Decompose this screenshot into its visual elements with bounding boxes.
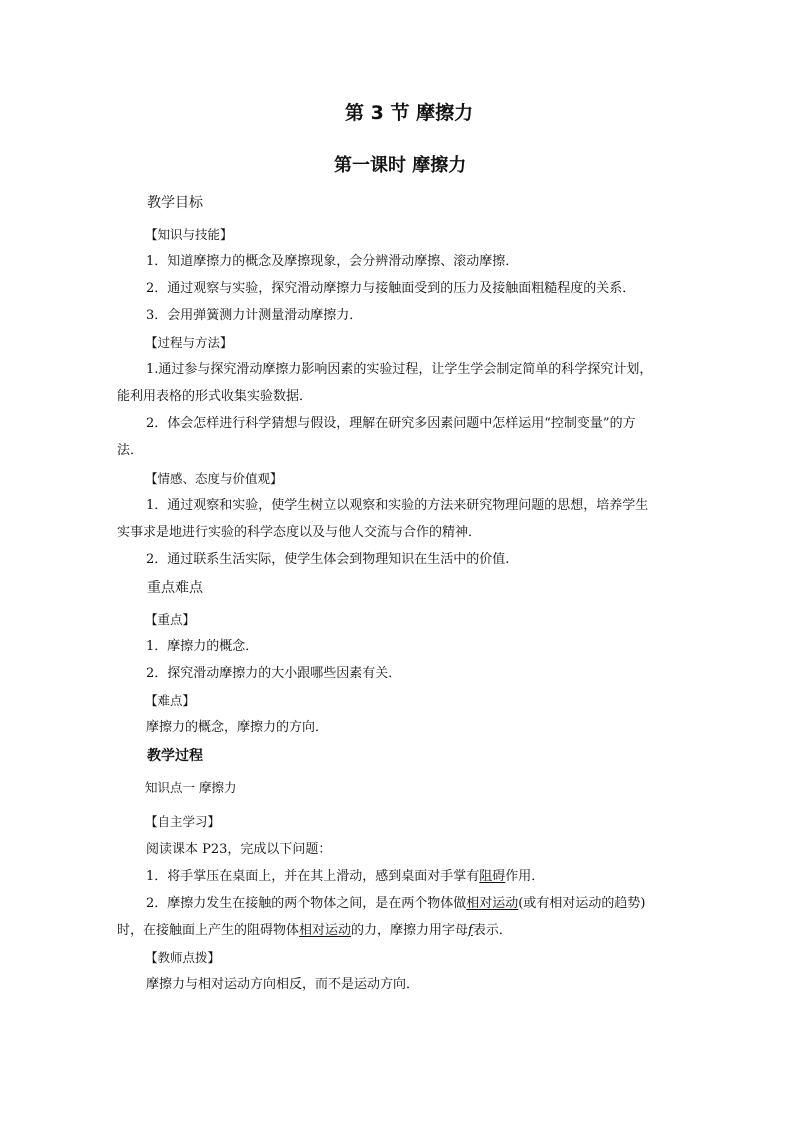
attitude-heading: 【情感、态度与价值观】 [145, 471, 283, 486]
teaching-process-heading: 教学过程 [147, 748, 203, 764]
knowledge-item-1: 1．知道摩擦力的概念及摩擦现象，会分辨滑动摩擦、滚动摩擦． [146, 254, 519, 269]
question-2-text-after: (或有相对运动的趋势) [518, 896, 646, 911]
question-2-answer-2: 相对运动 [299, 923, 352, 938]
knowledge-item-3: 3．会用弹簧测力计测量滑动摩擦力． [146, 308, 363, 323]
section-title: 第 3 节 摩擦力 [345, 102, 474, 124]
teacher-tip-text: 摩擦力与相对运动方向相反，而不是运动方向． [146, 977, 420, 992]
question-2-line-2-after: 表示． [472, 923, 512, 938]
difficult-heading: 【难点】 [145, 693, 196, 708]
process-method-heading: 【过程与方法】 [145, 335, 233, 350]
question-1 [146, 869, 544, 885]
question-2-line-2-before: 时，在接触面上产生的阻碍物体 [117, 923, 300, 938]
question-2-text-before: 2．摩擦力发生在接触的两个物体之间，是在两个物体做 [146, 896, 467, 911]
process-item-2-line-1: 2．体会怎样进行科学猜想与假设，理解在研究多因素问题中怎样运用“控制变量”的方 [146, 416, 636, 431]
key-item-1: 1．摩擦力的概念． [146, 639, 259, 654]
attitude-item-1-line-1: 1．通过观察和实验，使学生树立以观察和实验的方法来研究物理问题的思想，培养学生 [146, 498, 649, 513]
process-item-2-line-2: 法． [117, 443, 144, 458]
question-1-text-before: 1．将手掌压在桌面上，并在其上滑动，感到桌面对手掌有 [146, 869, 480, 884]
knowledge-point-title: 知识点一 摩擦力 [145, 780, 237, 795]
attitude-item-1-line-2: 实事求是地进行实验的科学态度以及与他人交流与合作的精神． [117, 525, 482, 540]
attitude-item-2: 2．通过联系生活实际，使学生体会到物理知识在生活中的价值. [146, 552, 510, 567]
difficult-text: 摩擦力的概念，摩擦力的方向． [146, 720, 329, 735]
question-2-line-1 [146, 896, 645, 912]
question-2-answer-1: 相对运动 [466, 896, 519, 911]
key-heading: 【重点】 [145, 612, 196, 627]
objectives-heading: 教学目标 [147, 195, 203, 211]
lesson-title: 第一课时 摩擦力 [334, 155, 467, 176]
question-1-text-after: 作用． [505, 869, 545, 884]
self-study-intro: 阅读课本 P23，完成以下问题： [146, 842, 332, 857]
key-item-2: 2．探究滑动摩擦力的大小跟哪些因素有关． [146, 666, 402, 681]
teacher-tip-heading: 【教师点拨】 [145, 950, 221, 965]
process-item-1-line-1: 1.通过参与探究滑动摩擦力影响因素的实验过程，让学生学会制定简单的科学探究计划， [146, 362, 653, 377]
friction-symbol: f [468, 923, 473, 938]
key-difficult-heading: 重点难点 [147, 580, 203, 596]
question-2-line-2-mid: 的力，摩擦力用字母 [351, 923, 469, 938]
question-1-answer: 阻碍 [479, 869, 506, 884]
process-item-1-line-2: 能利用表格的形式收集实验数据． [117, 389, 313, 404]
knowledge-heading: 【知识与技能】 [145, 227, 233, 242]
knowledge-item-2: 2．通过观察与实验，探究滑动摩擦力与接触面受到的压力及接触面粗糙程度的关系． [146, 281, 636, 296]
self-study-heading: 【自主学习】 [145, 814, 221, 829]
question-2-line-2 [117, 923, 512, 939]
